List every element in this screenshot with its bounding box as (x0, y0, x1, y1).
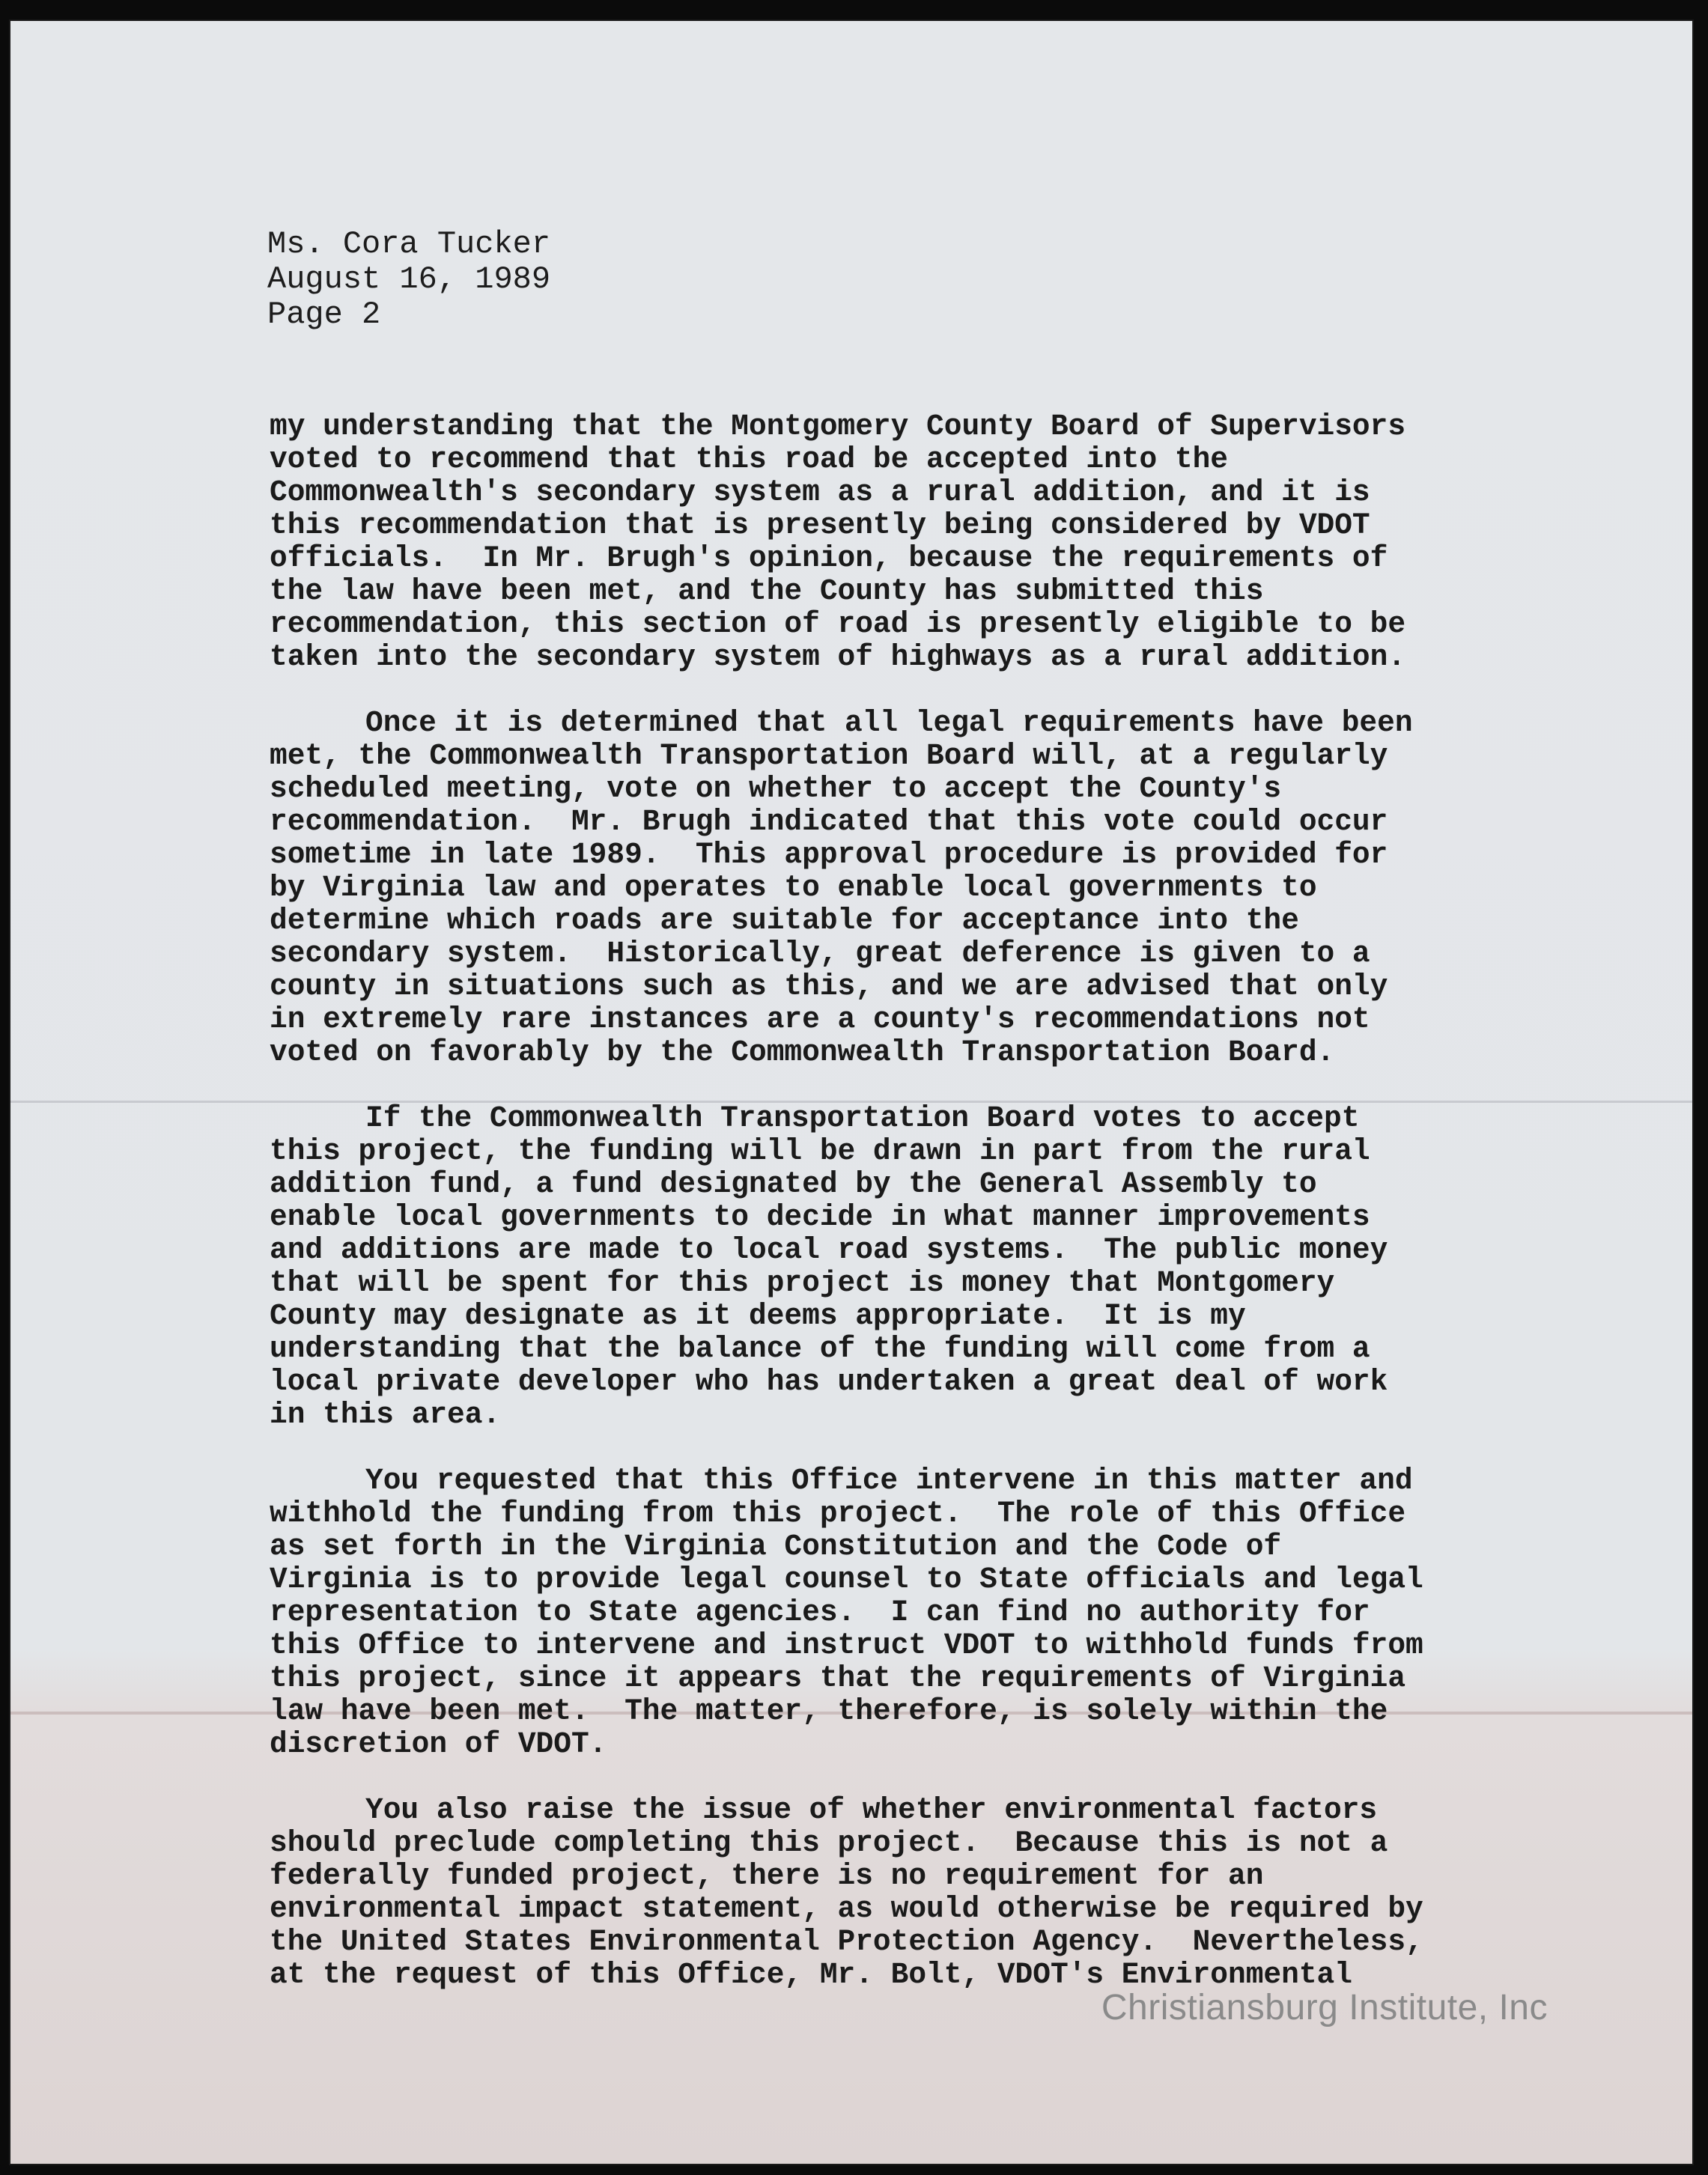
text-line: voted to recommend that this road be accepted into the (270, 442, 1229, 476)
text-line: environmental impact statement, as would otherwise be required by (270, 1892, 1423, 1926)
text-line: recommendation, this section of road is presently eligible to be (270, 607, 1406, 641)
text-line: addition fund, a fund designated by the General Assembly to (270, 1167, 1317, 1201)
text-line: this recommendation that is presently being considered by VDOT (270, 508, 1370, 542)
letter-paragraph (270, 410, 1557, 674)
text-line: If the Commonwealth Transportation Board votes to accept (365, 1101, 1360, 1135)
text-line: taken into the secondary system of highways as a rural addition. (270, 640, 1406, 674)
text-line: that will be spent for this project is money that Montgomery (270, 1266, 1335, 1300)
text-line: scheduled meeting, vote on whether to accept the County's (270, 772, 1282, 806)
text-line: my understanding that the Montgomery County Board of Supervisors (270, 410, 1406, 443)
text-line: this project, the funding will be drawn in part from the rural (270, 1134, 1370, 1168)
text-line: county in situations such as this, and we are advised that only (270, 970, 1388, 1003)
text-line: You requested that this Office intervene in this matter and (365, 1464, 1413, 1497)
text-line: discretion of VDOT. (270, 1727, 607, 1761)
text-line: representation to State agencies. I can find no authority for (270, 1595, 1370, 1629)
letter-page (10, 21, 1692, 2164)
watermark: Christiansburg Institute, Inc (1101, 1988, 1548, 2028)
text-line: County may designate as it deems appropriate. It is my (270, 1299, 1246, 1333)
text-line: enable local governments to decide in what manner improvements (270, 1200, 1370, 1234)
text-line: withhold the funding from this project. The role of this Office (270, 1497, 1406, 1530)
text-line: met, the Commonwealth Transportation Board will, at a regularly (270, 739, 1388, 773)
text-line: determine which roads are suitable for acceptance into the (270, 904, 1299, 937)
text-line: this Office to intervene and instruct VDOT to withhold funds from (270, 1628, 1423, 1662)
text-line: by Virginia law and operates to enable local governments to (270, 871, 1317, 904)
text-line: Virginia is to provide legal counsel to State officials and legal (270, 1563, 1423, 1596)
text-line: local private developer who has undertaken a great deal of work (270, 1365, 1388, 1399)
text-line: this project, since it appears that the requirements of Virginia (270, 1661, 1406, 1695)
text-line: and additions are made to local road systems. The public money (270, 1233, 1388, 1267)
text-line: as set forth in the Virginia Constitution and the Code of (270, 1530, 1282, 1563)
recipient-name: Ms. Cora Tucker (267, 226, 551, 262)
text-line: voted on favorably by the Commonwealth Transportation Board. (270, 1035, 1335, 1069)
text-line: secondary system. Historically, great deference is given to a (270, 937, 1370, 970)
text-line: Commonwealth's secondary system as a rural addition, and it is (270, 475, 1370, 509)
text-line: the United States Environmental Protection Agency. Nevertheless, (270, 1925, 1423, 1959)
letter-paragraph (270, 1794, 1557, 1992)
text-line: law have been met. The matter, therefore, is solely within the (270, 1694, 1388, 1728)
letter-body (270, 410, 1557, 2025)
text-line: the law have been met, and the County has submitted this (270, 574, 1264, 608)
letter-paragraph (270, 1102, 1557, 1432)
text-line: Once it is determined that all legal requirements have been (365, 706, 1413, 740)
text-line: You also raise the issue of whether environmental factors (365, 1793, 1378, 1827)
text-line: should preclude completing this project. Because this is not a (270, 1826, 1388, 1860)
text-line: understanding that the balance of the funding will come from a (270, 1332, 1370, 1366)
text-line: sometime in late 1989. This approval procedure is provided for (270, 838, 1388, 871)
text-line: federally funded project, there is no requirement for an (270, 1859, 1264, 1893)
letter-header (267, 227, 550, 332)
letter-paragraph (270, 1464, 1557, 1761)
page-number: Page 2 (267, 296, 381, 332)
text-line: in this area. (270, 1398, 501, 1432)
text-line: at the request of this Office, Mr. Bolt, VDOT's Environmental (270, 1958, 1352, 1992)
text-line: officials. In Mr. Brugh's opinion, because the requirements of (270, 541, 1388, 575)
text-line: recommendation. Mr. Brugh indicated that this vote could occur (270, 805, 1388, 839)
text-line: in extremely rare instances are a county's recommendations not (270, 1003, 1370, 1036)
letter-paragraph (270, 707, 1557, 1069)
letter-date: August 16, 1989 (267, 261, 551, 297)
